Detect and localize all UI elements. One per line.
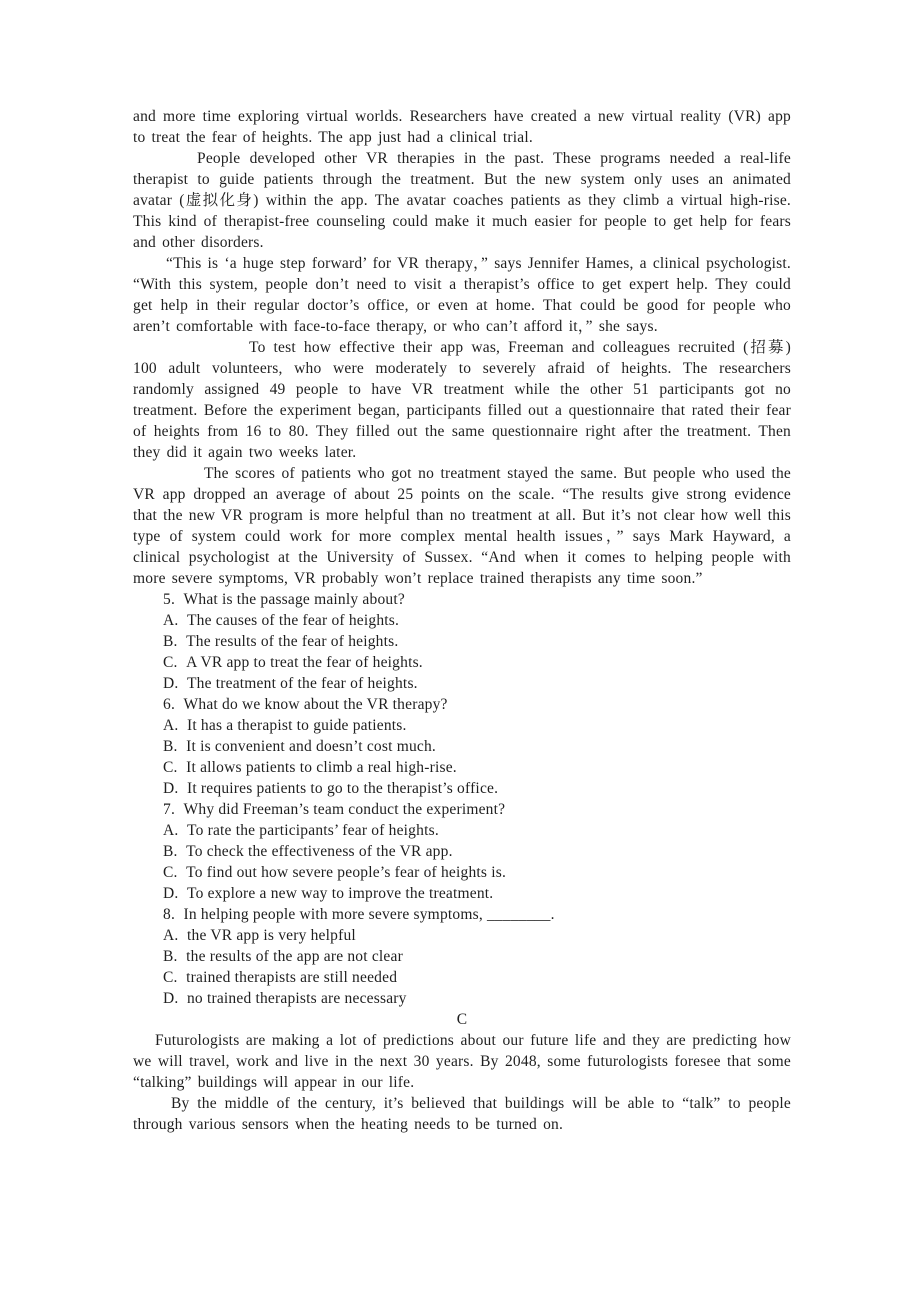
question-text: What is the passage mainly about? — [183, 591, 405, 608]
option-label: A. — [163, 717, 179, 734]
question-option — [133, 652, 791, 673]
option-text: The causes of the fear of heights. — [186, 612, 400, 629]
question-option — [133, 967, 791, 988]
question-option — [133, 820, 791, 841]
question-text: In helping people with more severe symptoms, ________. — [183, 906, 555, 923]
question-option — [133, 673, 791, 694]
option-label: A. — [163, 612, 179, 629]
question-number: 7. — [163, 801, 176, 818]
question-option — [133, 631, 791, 652]
section-c-heading: C — [456, 1011, 468, 1028]
document-body — [133, 106, 791, 1135]
passage-paragraph-continuation: and more time exploring virtual worlds. Researchers have created a new virtual reality (VR) app to treat the fear of heights. The app just had a clinical trial. — [133, 108, 791, 146]
question-number: 8. — [163, 906, 176, 923]
section-c-paragraph: By the middle of the century, it’s believed that buildings will be able to “talk” to people through various sensors when the heating needs to be turned on. — [133, 1095, 791, 1133]
option-label: D. — [163, 780, 179, 797]
option-label: B. — [163, 738, 178, 755]
question-number: 6. — [163, 696, 176, 713]
passage-paragraph: “This is ‘a huge step forward’ for VR therapy，” says Jennifer Hames, a clinical psychologist. “With this system, people don’t need to visit a therapist’s office to get expert help. They could get help in their regular doctor’s office, or even at home. That could be good for people who aren’t comfortable with face-to-face therapy, or who can’t afford it，” she says. — [133, 255, 791, 335]
option-label: A. — [163, 822, 179, 839]
passage-paragraph: People developed other VR therapies in the past. These programs needed a real-life therapist to guide patients through the treatment. But the new system only uses an animated avatar (虚拟化身) within the app. The avatar coaches patients as they climb a virtual high-rise. This kind of therapist-free counseling could make it much easier for people to get help for fears and other disorders. — [133, 150, 791, 251]
section-c-paragraph: Futurologists are making a lot of predictions about our future life and they are predicting how we will travel, work and live in the next 30 years. By 2048, some futurologists foresee that some “talking” buildings will appear in our life. — [133, 1032, 791, 1091]
question-option — [133, 610, 791, 631]
option-text: the results of the app are not clear — [186, 948, 403, 965]
option-text: It has a therapist to guide patients. — [186, 717, 407, 734]
question-stem — [133, 694, 791, 715]
option-text: It is convenient and doesn’t cost much. — [186, 738, 437, 755]
question-option — [133, 988, 791, 1009]
question-option — [133, 757, 791, 778]
option-text: To rate the participants’ fear of heights. — [186, 822, 439, 839]
question-option — [133, 925, 791, 946]
option-text: The results of the fear of heights. — [186, 633, 399, 650]
option-label: C. — [163, 864, 178, 881]
option-text: To check the effectiveness of the VR app. — [186, 843, 453, 860]
question-text: Why did Freeman’s team conduct the experiment? — [183, 801, 506, 818]
option-text: To find out how severe people’s fear of heights is. — [186, 864, 507, 881]
question-number: 5. — [163, 591, 176, 608]
option-text: It allows patients to climb a real high-rise. — [186, 759, 457, 776]
option-label: C. — [163, 969, 178, 986]
option-label: D. — [163, 675, 179, 692]
option-label: A. — [163, 927, 179, 944]
question-stem — [133, 799, 791, 820]
questions-block — [133, 589, 791, 1009]
option-text: It requires patients to go to the therapist’s office. — [186, 780, 499, 797]
option-label: B. — [163, 948, 178, 965]
passage-paragraph: The scores of patients who got no treatment stayed the same. But people who used the VR app dropped an average of about 25 points on the scale. “The results give strong evidence that the new VR program is more helpful than no treatment at all. But it’s not clear how well this type of system could work for more complex mental health issues，” says Mark Hayward, a clinical psychologist at the University of Sussex. “And when it comes to helping people with more severe symptoms, VR probably won’t replace trained therapists any time soon.” — [133, 465, 791, 587]
question-option — [133, 715, 791, 736]
question-option — [133, 862, 791, 883]
option-text: To explore a new way to improve the treatment. — [186, 885, 494, 902]
option-label: B. — [163, 843, 178, 860]
question-option — [133, 883, 791, 904]
question-option — [133, 841, 791, 862]
option-text: The treatment of the fear of heights. — [186, 675, 418, 692]
passage-paragraph: To test how effective their app was, Freeman and colleagues recruited (招募) 100 adult volunteers, who were moderately to severely afraid of heights. The researchers randomly assigned 49 people to have VR treatment while the other 51 participants got no treatment. Before the experiment began, participants filled out a questionnaire that rated their fear of heights from 16 to 80. They filled out the same questionnaire right after the treatment. Then they did it again two weeks later. — [133, 339, 791, 461]
question-option — [133, 946, 791, 967]
option-text: the VR app is very helpful — [186, 927, 356, 944]
option-label: B. — [163, 633, 178, 650]
option-label: C. — [163, 759, 178, 776]
question-stem — [133, 589, 791, 610]
option-text: no trained therapists are necessary — [186, 990, 407, 1007]
option-label: D. — [163, 990, 179, 1007]
option-text: trained therapists are still needed — [186, 969, 398, 986]
option-text: A VR app to treat the fear of heights. — [186, 654, 423, 671]
question-option — [133, 736, 791, 757]
question-stem — [133, 904, 791, 925]
question-option — [133, 778, 791, 799]
option-label: D. — [163, 885, 179, 902]
option-label: C. — [163, 654, 178, 671]
question-text: What do we know about the VR therapy? — [183, 696, 448, 713]
